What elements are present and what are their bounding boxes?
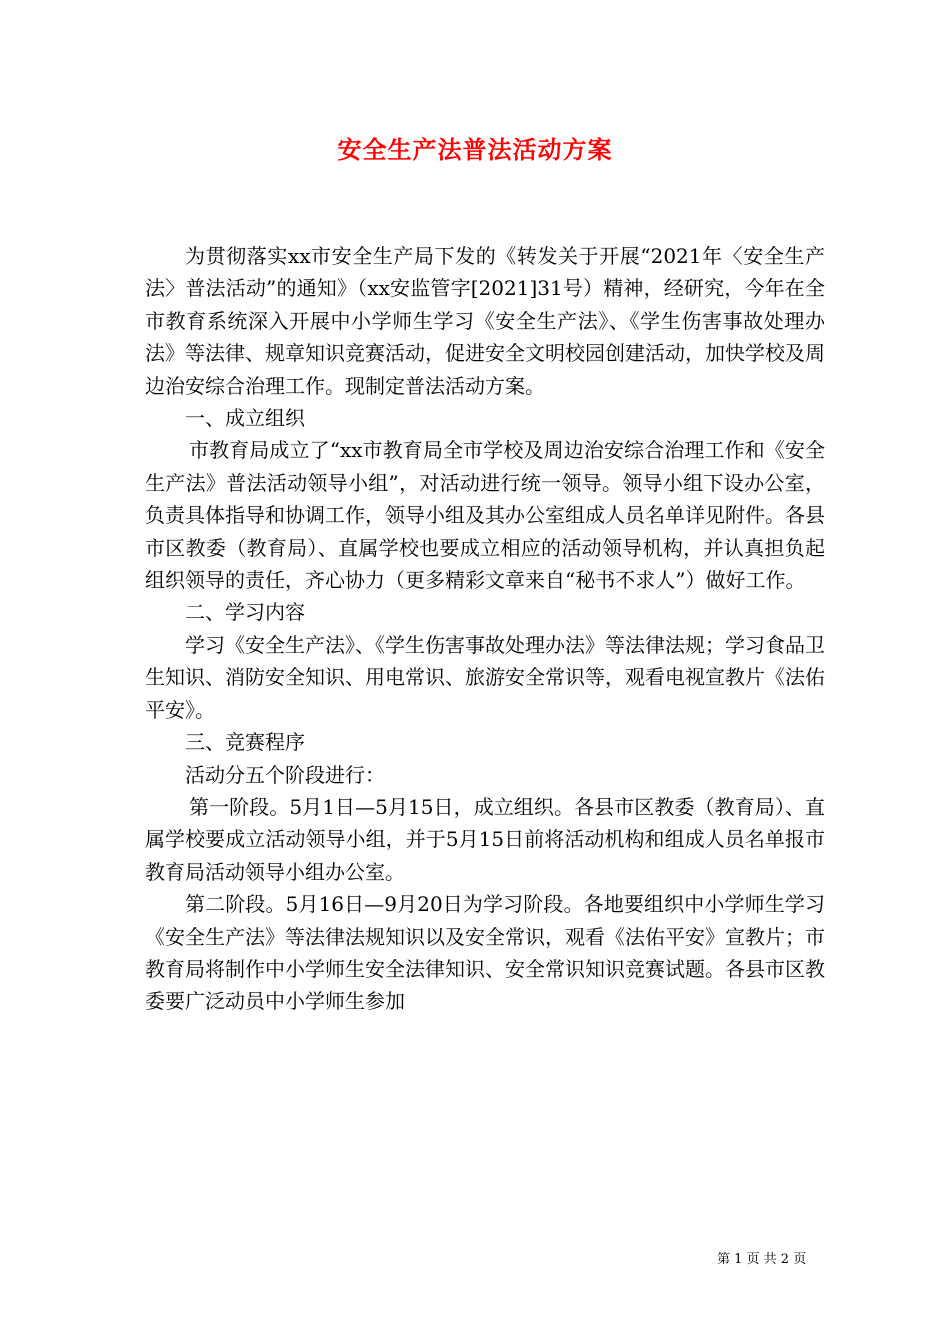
paragraph-organization: 市教育局成立了“xx市教育局全市学校及周边治安综合治理工作和《安全生产法》普法活动领导小组”，对活动进行统一领导。领导小组下设办公室，负责具体指导和协调工作，领导小组及其办公室组成人员名单详见附件。各县市区教委（教育局）、直属学校也要成立相应的活动领导机构，并认真担负起组织领导的责任，齐心协力（更多精彩文章来自“秘书不求人”）做好工作。 <box>145 438 825 593</box>
paragraph-intro: 为贯彻落实xx市安全生产局下发的《转发关于开展“2021年〈安全生产法〉普法活动”的通知》（xx安监管字[2021]31号）精神，经研究，今年在全市教育系统深入开展中小学师生学习《安全生产法》、《学生伤害事故处理办法》等法律、规章知识竞赛活动，促进安全文明校园创建活动，加快学校及周边治安综合治理工作。现制定普法活动方案。 <box>145 244 825 398</box>
page-number-footer: 第 1 页 共 2 页 <box>717 1252 807 1267</box>
document-body <box>145 240 825 1018</box>
paragraph-stages-intro: 活动分五个阶段进行： <box>185 762 385 787</box>
heading-organization: 一、成立组织 <box>185 406 305 431</box>
heading-study-content: 二、学习内容 <box>185 600 305 625</box>
paragraph-stage-two: 第二阶段。5月16日—9月20日为学习阶段。各地要组织中小学师生学习《安全生产法》等法律法规知识以及安全常识，观看《法佑平安》宣教片；市教育局将制作中小学师生安全法律知识、安全常识知识竞赛试题。各县市区教委要广泛动员中小学师生参加 <box>145 892 825 1014</box>
paragraph-stage-one: 第一阶段。5月1日—5月15日，成立组织。各县市区教委（教育局）、直属学校要成立活动领导小组，并于5月15日前将活动机构和组成人员名单报市教育局活动领导小组办公室。 <box>145 794 825 884</box>
paragraph-study-content: 学习《安全生产法》、《学生伤害事故处理办法》等法律法规；学习食品卫生知识、消防安全知识、用电常识、旅游安全常识等，观看电视宣教片《法佑平安》。 <box>145 632 825 722</box>
page-title: 安全生产法普法活动方案 <box>337 135 613 164</box>
heading-competition-procedure: 三、竞赛程序 <box>185 730 305 755</box>
